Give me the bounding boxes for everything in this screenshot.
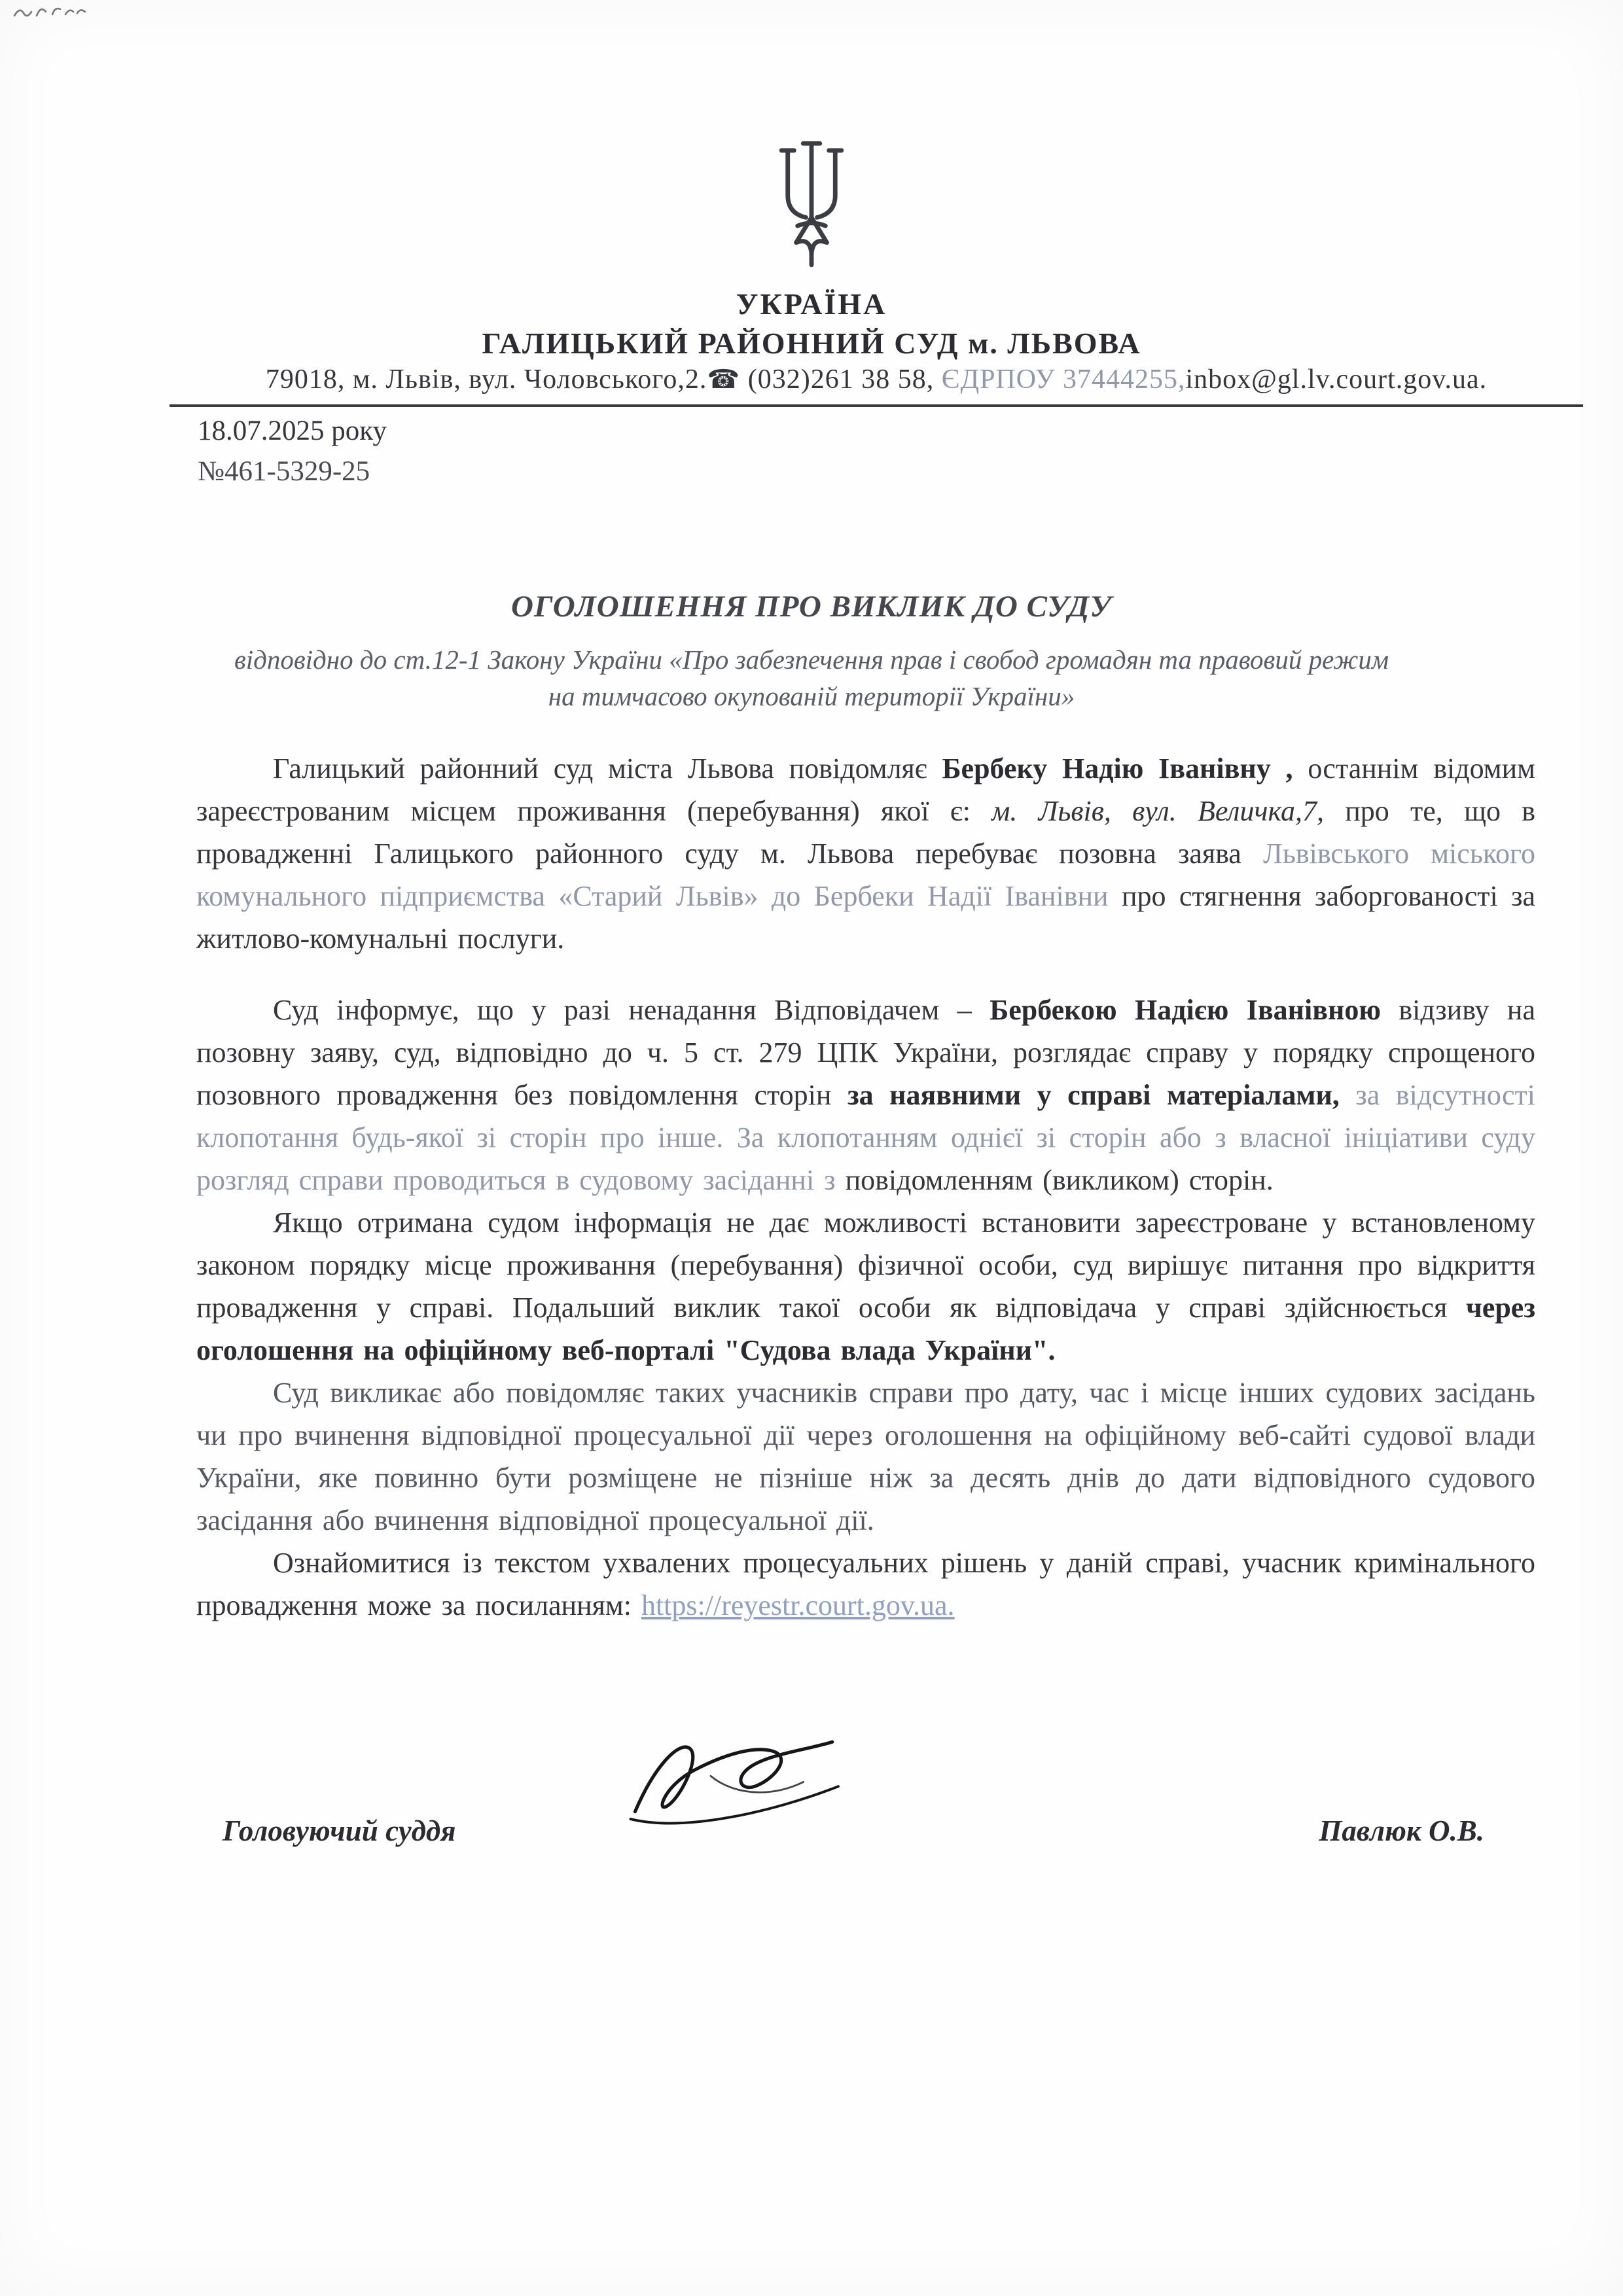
paragraph-1 bbox=[196, 747, 1535, 960]
court-phone: (032)261 38 58, bbox=[740, 364, 942, 395]
subtitle-line-1: відповідно до ст.12-1 Закону України «Про забезпечення прав і свобод громадян та правовий режим bbox=[234, 645, 1389, 675]
text-run: Суд викликає або повідомляє таких учасників справи про дату, час і місце інших судових засідань чи про вчинення відповідної процесуальної дії через оголошення на офіційному веб-сайті судової влади України, яке повинно бути розміщене не пізніше ніж за десять днів до дати відповідного судового засідання або вчинення відповідної процесуальної дії. bbox=[196, 1377, 1535, 1536]
paragraph-4 bbox=[196, 1371, 1535, 1542]
defendant-address: м. Львів, вул. Величка,7, bbox=[991, 795, 1324, 827]
court-address-line bbox=[169, 364, 1583, 407]
text-run: Якщо отримана судом інформація не дає можливості встановити зареєстроване у встановленому законом порядку місце проживання (перебування) фізичної особи, суд вирішує питання про відкриття провадження у справі. Подальший виклик такої особи як відповідача у справі здійснюється bbox=[196, 1207, 1535, 1324]
court-edrpou: ЄДРПОУ 37444255, bbox=[941, 364, 1186, 395]
case-number: №461-5329-25 bbox=[198, 456, 370, 487]
paragraph-3 bbox=[196, 1201, 1535, 1371]
document-title: ОГОЛОШЕННЯ ПРО ВИКЛИК ДО СУДУ bbox=[511, 590, 1112, 624]
court-name: ГАЛИЦЬКИЙ РАЙОННИЙ СУД м. ЛЬВОВА bbox=[482, 327, 1141, 360]
text-run: відзиву на позовну заяву, суд, відповідно до ч. 5 ст. 279 ЦПК України, розглядає справу у порядку спрощеного позовного провадження без повідомлення сторін bbox=[196, 994, 1535, 1111]
scan-artifact-mark bbox=[12, 4, 90, 21]
paragraph-5 bbox=[196, 1542, 1535, 1627]
phone-icon: ☎ bbox=[707, 364, 741, 395]
text-run: за відсутності клопотання будь-якої зі сторін про інше. За клопотанням однієї зі сторін або з власної ініціативи суду розгляд справи проводиться в судовому засіданні з bbox=[196, 1079, 1535, 1196]
document-date: 18.07.2025 року bbox=[198, 415, 387, 446]
text-run: Ознайомитися із текстом ухвалених процесуальних рішень у даній справі, учасник кримінального провадження може за посиланням: bbox=[196, 1547, 1535, 1621]
ukraine-trident-icon bbox=[770, 136, 853, 274]
defendant-name-2: Бербекою Надією Іванівною bbox=[990, 994, 1381, 1026]
judge-name: Павлюк О.В. bbox=[1319, 1814, 1484, 1847]
court-address: 79018, м. Львів, вул. Чоловського,2. bbox=[265, 364, 707, 395]
text-run: повідомленням (викликом) сторін. bbox=[845, 1164, 1274, 1196]
paragraph-2 bbox=[196, 989, 1535, 1201]
text-run: Галицький районний суд міста Львова повідомляє bbox=[273, 752, 942, 785]
text-run: про те, що в провадженні Галицького районного суду м. Львова перебуває позовна заява bbox=[196, 795, 1535, 870]
web-portal-bold: через оголошення на офіційному веб-порталі "Судова влада України". bbox=[196, 1292, 1535, 1366]
document-body bbox=[196, 747, 1535, 1627]
judge-signature bbox=[622, 1721, 844, 1842]
scan-artifact bbox=[12, 4, 90, 24]
subtitle-line-2: на тимчасово окупованій території України» bbox=[548, 681, 1075, 711]
case-materials-bold: за наявними у справі матеріалами, bbox=[847, 1079, 1340, 1111]
country-name: УКРАЇНА bbox=[736, 287, 887, 321]
plaintiff-name: Львівського міського комунального підприємства «Старий Львів» до Бербеки Надії Іванівни bbox=[196, 838, 1535, 912]
text-run: останнім відомим зареєстрованим місцем проживання (перебування) якої є: bbox=[196, 752, 1535, 827]
document-subtitle bbox=[0, 641, 1623, 715]
title-block bbox=[0, 589, 1623, 715]
judge-role-label: Головуючий суддя bbox=[223, 1814, 456, 1847]
text-run: Суд інформує, що у разі ненадання Відповідачем – bbox=[273, 994, 990, 1026]
court-email: inbox@gl.lv.court.gov.ua. bbox=[1185, 364, 1488, 395]
defendant-name: Бербеку Надію Іванівну , bbox=[942, 752, 1293, 785]
court-register-link[interactable]: https://reyestr.court.gov.ua. bbox=[641, 1589, 955, 1621]
text-run: про стягнення заборгованості за житлово-комунальні послуги. bbox=[196, 880, 1535, 955]
